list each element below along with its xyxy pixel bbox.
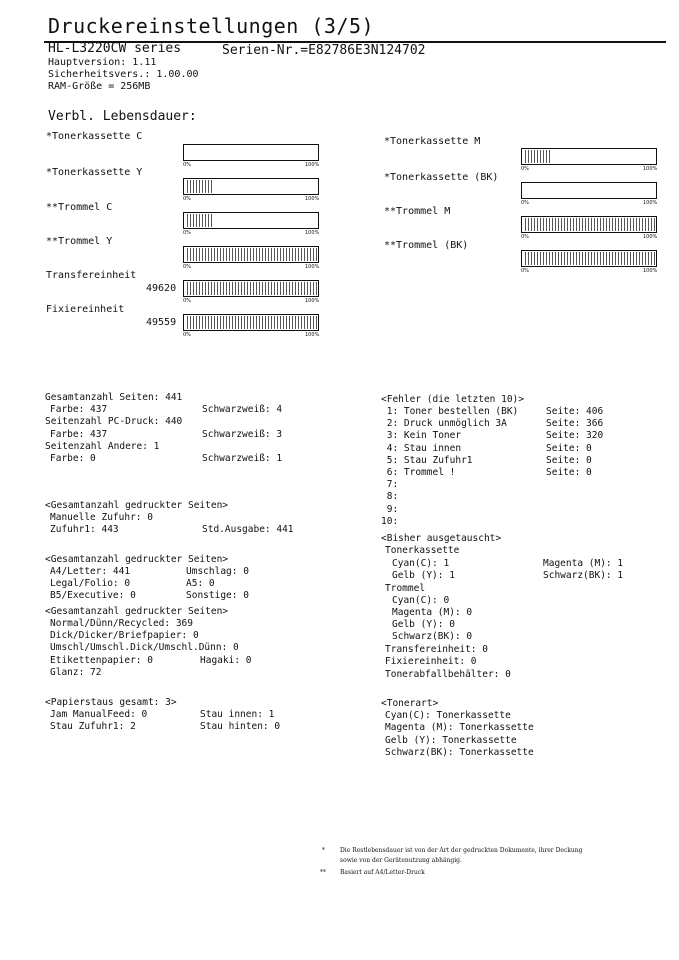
life-bar: [183, 212, 319, 229]
life-scale-min: 0%: [183, 162, 191, 168]
replaced-drum-label: Trommel: [385, 583, 426, 594]
life-item-label: *Tonerkassette M: [384, 136, 481, 147]
main-version: Hauptversion: 1.11: [48, 57, 157, 68]
replaced-drum-c: Cyan(C): 0: [392, 595, 450, 606]
life-item-label: *Tonerkassette C: [46, 131, 143, 142]
replaced-fuser: Fixiereinheit: 0: [385, 656, 477, 667]
replaced-heading: <Bisher ausgetauscht>: [381, 533, 502, 544]
error-page: Seite: 0: [546, 442, 592, 454]
size-a4: A4/Letter: 441: [50, 566, 131, 577]
error-page: Seite: 0: [546, 467, 592, 478]
life-scale-min: 0%: [521, 166, 529, 172]
life-bar: [183, 314, 319, 331]
life-bar: [521, 250, 657, 267]
life-bar: [183, 178, 319, 195]
size-envelope: Umschlag: 0: [186, 566, 249, 577]
media-heading: <Gesamtanzahl gedruckter Seiten>: [45, 606, 229, 617]
replaced-toner-bk: Schwarz(BK): 1: [543, 570, 624, 581]
life-scale-max: 100%: [643, 234, 658, 240]
life-item-value: 49620: [146, 283, 177, 294]
error-page: Seite: 366: [546, 418, 604, 430]
life-item-label: *Tonerkassette Y: [46, 167, 143, 178]
life-scale-min: 0%: [521, 234, 529, 240]
life-scale-max: 100%: [305, 230, 320, 236]
size-heading: <Gesamtanzahl gedruckter Seiten>: [45, 554, 229, 565]
pc-bw: Schwarzweiß: 3: [202, 429, 283, 440]
footnote-mark-1: *: [322, 847, 325, 854]
life-bar-fill: [523, 218, 656, 231]
other-color: Farbe: 0: [50, 453, 96, 464]
life-scale-max: 100%: [305, 196, 320, 202]
errors-heading: <Fehler (die letzten 10)>: [381, 394, 524, 405]
media-hagaki: Hagaki: 0: [200, 655, 252, 666]
life-bar: [521, 182, 657, 199]
toner-type-bk: Schwarz(BK): Tonerkassette: [385, 747, 534, 758]
life-item-label: *Tonerkassette (BK): [384, 172, 499, 183]
life-bar-fill: [185, 316, 318, 329]
media-glossy: Glanz: 72: [50, 667, 102, 678]
life-bar: [183, 144, 319, 161]
life-item-label: **Trommel Y: [46, 236, 113, 247]
life-bar-fill: [185, 248, 318, 261]
error-message: 7:: [381, 479, 399, 491]
life-item-label: Fixiereinheit: [46, 304, 125, 315]
error-page: Seite: 0: [546, 454, 592, 466]
error-message: 2: Druck unmöglich 3A: [381, 418, 507, 430]
media-normal: Normal/Dünn/Recycled: 369: [50, 618, 193, 629]
life-scale-min: 0%: [183, 196, 191, 202]
footnote-1a: Die Restlebensdauer ist von der Art der gedruckten Dokumente, ihrer Deckung: [340, 847, 583, 854]
life-scale-min: 0%: [183, 298, 191, 304]
source-heading: <Gesamtanzahl gedruckter Seiten>: [45, 500, 229, 511]
life-heading: Verbl. Lebensdauer:: [48, 109, 197, 124]
life-item-label: **Trommel M: [384, 206, 451, 217]
life-item-value: 49559: [146, 317, 177, 328]
life-scale-max: 100%: [643, 268, 658, 274]
error-message: 4: Stau innen: [381, 442, 462, 454]
life-scale-max: 100%: [305, 264, 320, 270]
life-bar-fill: [523, 252, 656, 265]
life-scale-min: 0%: [183, 264, 191, 270]
source-manual: Manuelle Zufuhr: 0: [50, 512, 153, 523]
error-page: Seite: 320: [546, 430, 604, 442]
error-message: 10:: [381, 515, 399, 527]
footnote-mark-2: **: [320, 869, 326, 876]
toner-type-y: Gelb (Y): Tonerkassette: [385, 735, 517, 746]
replaced-drum-m: Magenta (M): 0: [392, 607, 473, 618]
life-item-label: **Trommel C: [46, 202, 113, 213]
total-color: Farbe: 437: [50, 404, 108, 415]
total-pages: Gesamtanzahl Seiten: 441: [45, 392, 183, 403]
footnote-2: Basiert auf A4/Letter-Druck: [340, 869, 425, 876]
error-message: 3: Kein Toner: [381, 430, 462, 442]
pc-pages: Seitenzahl PC-Druck: 440: [45, 416, 183, 427]
error-message: 1: Toner bestellen (BK): [381, 406, 519, 417]
life-bar-fill: [523, 150, 550, 163]
size-other: Sonstige: 0: [186, 590, 249, 601]
ram-size: RAM-Größe = 256MB: [48, 81, 151, 92]
jam-tray1: Stau Zufuhr1: 2: [50, 721, 136, 732]
toner-type-heading: <Tonerart>: [381, 698, 439, 709]
replaced-drum-y: Gelb (Y): 0: [392, 619, 455, 630]
replaced-transfer: Transfereinheit: 0: [385, 644, 488, 655]
error-message: 6: Trommel !: [381, 467, 456, 478]
source-std-out: Std.Ausgabe: 441: [202, 524, 294, 535]
life-scale-min: 0%: [183, 332, 191, 338]
size-legal: Legal/Folio: 0: [50, 578, 131, 589]
media-thick: Dick/Dicker/Briefpapier: 0: [50, 630, 199, 641]
media-envelope: Umschl/Umschl.Dick/Umschl.Dünn: 0: [50, 642, 239, 653]
error-message: 5: Stau Zufuhr1: [381, 454, 473, 466]
life-bar: [183, 246, 319, 263]
replaced-drum-bk: Schwarz(BK): 0: [392, 631, 473, 642]
life-bar: [183, 280, 319, 297]
life-scale-max: 100%: [305, 298, 320, 304]
life-bar-fill: [185, 180, 212, 193]
footnote-1b: sowie von der Gerätenutzung abhängig.: [340, 857, 462, 864]
toner-type-c: Cyan(C): Tonerkassette: [385, 710, 511, 721]
media-label: Etikettenpapier: 0: [50, 655, 153, 666]
life-bar: [521, 148, 657, 165]
life-scale-max: 100%: [643, 200, 658, 206]
replaced-toner-y: Gelb (Y): 1: [392, 570, 455, 581]
toner-type-m: Magenta (M): Tonerkassette: [385, 722, 534, 733]
other-pages: Seitenzahl Andere: 1: [45, 441, 160, 452]
life-scale-min: 0%: [521, 268, 529, 274]
total-bw: Schwarzweiß: 4: [202, 404, 283, 415]
error-message: 8:: [381, 491, 399, 503]
jam-inner: Stau innen: 1: [200, 709, 275, 720]
error-message: 9:: [381, 503, 399, 515]
size-a5: A5: 0: [186, 578, 215, 589]
error-page: Seite: 406: [546, 406, 604, 417]
jam-rear: Stau hinten: 0: [200, 721, 281, 732]
life-item-label: Transfereinheit: [46, 270, 137, 281]
life-scale-max: 100%: [643, 166, 658, 172]
jams-heading: <Papierstaus gesamt: 3>: [45, 697, 177, 708]
source-tray1: Zufuhr1: 443: [50, 524, 119, 535]
model-name: HL-L3220CW series: [48, 41, 182, 56]
replaced-toner-c: Cyan(C): 1: [392, 558, 450, 569]
replaced-toner-m: Magenta (M): 1: [543, 558, 624, 569]
life-bar: [521, 216, 657, 233]
life-scale-max: 100%: [305, 162, 320, 168]
life-scale-min: 0%: [521, 200, 529, 206]
page-title: Druckereinstellungen (3/5): [48, 14, 375, 38]
security-version: Sicherheitsvers.: 1.00.00: [48, 69, 199, 80]
jam-manual: Jam ManualFeed: 0: [50, 709, 148, 720]
life-bar-fill: [185, 282, 318, 295]
replaced-waste: Tonerabfallbehälter: 0: [385, 669, 511, 680]
replaced-toner-label: Tonerkassette: [385, 545, 460, 556]
life-bar-fill: [185, 214, 212, 227]
pc-color: Farbe: 437: [50, 429, 108, 440]
life-item-label: **Trommel (BK): [384, 240, 469, 251]
life-scale-min: 0%: [183, 230, 191, 236]
other-bw: Schwarzweiß: 1: [202, 453, 283, 464]
serial-number: Serien-Nr.=E82786E3N124702: [222, 43, 426, 58]
life-scale-max: 100%: [305, 332, 320, 338]
size-b5: B5/Executive: 0: [50, 590, 136, 601]
